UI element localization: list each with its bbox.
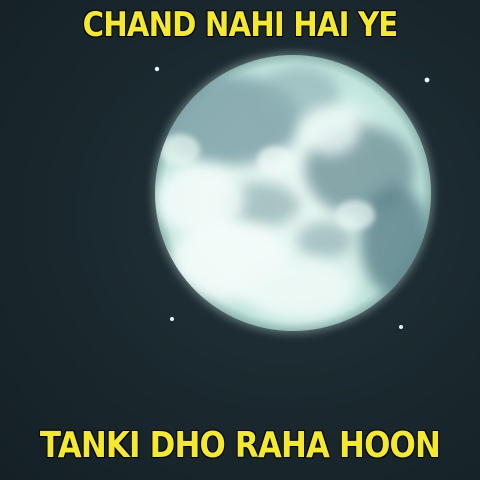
star <box>155 67 159 71</box>
star <box>425 78 430 83</box>
meme-top-caption: CHAND NAHI HAI YE <box>82 5 398 45</box>
star <box>399 325 403 329</box>
meme-bottom-caption: TANKI DHO RAHA HOON <box>39 425 441 466</box>
star <box>170 317 174 321</box>
